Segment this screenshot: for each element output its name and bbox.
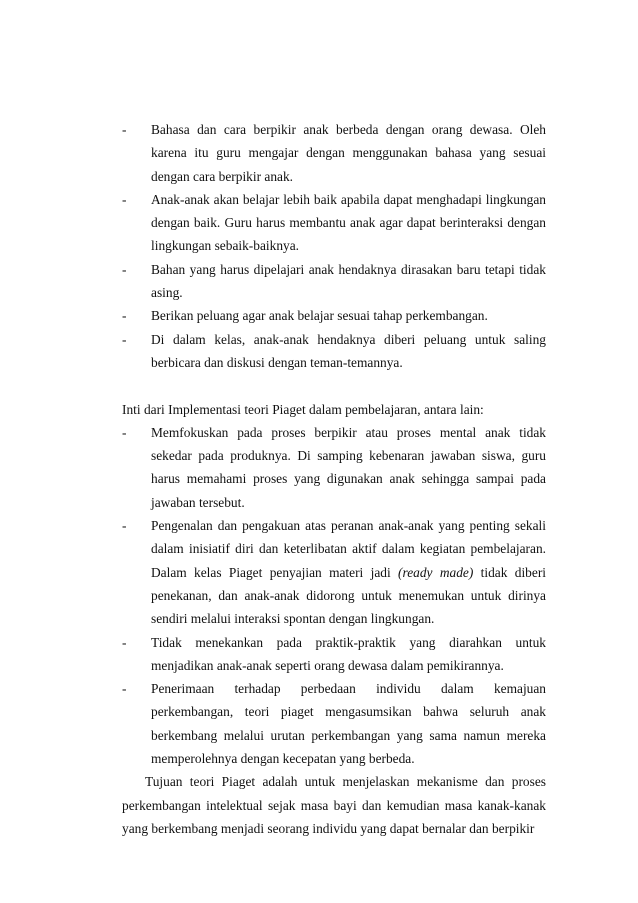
list-item-text (151, 514, 546, 630)
list-item-text: Anak-anak akan belajar lebih baik apabila dapat menghadapi lingkungan dengan baik. Guru harus membantu anak agar dapat berinteraksi dengan lingkungan sebaik-baiknya. (151, 191, 546, 254)
list-dash: - (122, 331, 127, 347)
list-item (122, 118, 546, 188)
list-item (122, 421, 546, 514)
implementation-list (122, 421, 546, 770)
list-item (122, 258, 546, 305)
list-item (122, 514, 546, 630)
list-item-text: Tidak menekankan pada praktik-praktik yang diarahkan untuk menjadikan anak-anak seperti orang dewasa dalam pemikirannya. (151, 634, 546, 673)
list-item (122, 328, 546, 375)
list-item-text-end: tidak diberi penekanan, dan anak-anak didorong untuk menemukan untuk dirinya sendiri melalui interaksi spontan dengan lingkungan. (151, 564, 546, 627)
list-dash: - (122, 191, 127, 207)
list-item-text: Memfokuskan pada proses berpikir atau proses mental anak tidak sekedar pada produknya. Di samping kebenaran jawaban siswa, guru harus memahami proses yang digunakan anak sehingga sampai pada jawaban tersebut. (151, 424, 546, 510)
list-item (122, 188, 546, 258)
list-item-text: Di dalam kelas, anak-anak hendaknya diberi peluang untuk saling berbicara dan diskusi dengan teman-temannya. (151, 331, 546, 370)
list-dash: - (122, 308, 127, 324)
list-item-text: Bahasa dan cara berpikir anak berbeda dengan orang dewasa. Oleh karena itu guru mengajar dengan menggunakan bahasa yang sesuai dengan cara berpikir anak. (151, 122, 546, 184)
section-intro: Inti dari Implementasi teori Piaget dalam pembelajaran, antara lain: (122, 401, 484, 417)
list-item (122, 631, 546, 678)
list-item (122, 304, 546, 327)
list-item-text: Berikan peluang agar anak belajar sesuai tahap perkembangan. (151, 308, 488, 324)
list-item-text: Penerimaan terhadap perbedaan individu dalam kemajuan perkembangan, teori piaget mengasumsikan bahwa seluruh anak berkembang melalui urutan perkembangan yang sama namun mereka memperolehnya dengan kecepatan yang berbeda. (151, 681, 546, 767)
list-item-text: Bahan yang harus dipelajari anak hendaknya dirasakan baru tetapi tidak asing. (151, 261, 546, 301)
principles-list (122, 118, 546, 374)
list-dash: - (122, 261, 127, 277)
closing-paragraph: Tujuan teori Piaget adalah untuk menjelaskan mekanisme dan proses perkembangan intelektual sejak masa bayi dan kemudian masa kanak-kanak yang berkembang menjadi seorang individu yang dapat bernalar dan berpikir (122, 774, 546, 836)
list-dash: - (122, 424, 127, 440)
paragraph-gap (122, 374, 546, 397)
list-dash: - (122, 518, 127, 534)
list-dash: - (122, 681, 127, 697)
list-dash: - (122, 122, 127, 137)
list-item (122, 677, 546, 770)
list-item-text-start: Pengenalan dan pengakuan atas peranan anak-anak yang penting sekali dalam inisiatif diri dan keterlibatan aktif dalam kegiatan pembelajaran. Dalam kelas Piaget penyajian materi jadi (151, 518, 546, 580)
page-body (122, 118, 546, 840)
list-dash: - (122, 634, 127, 650)
italic-term: (ready made) (398, 564, 474, 580)
